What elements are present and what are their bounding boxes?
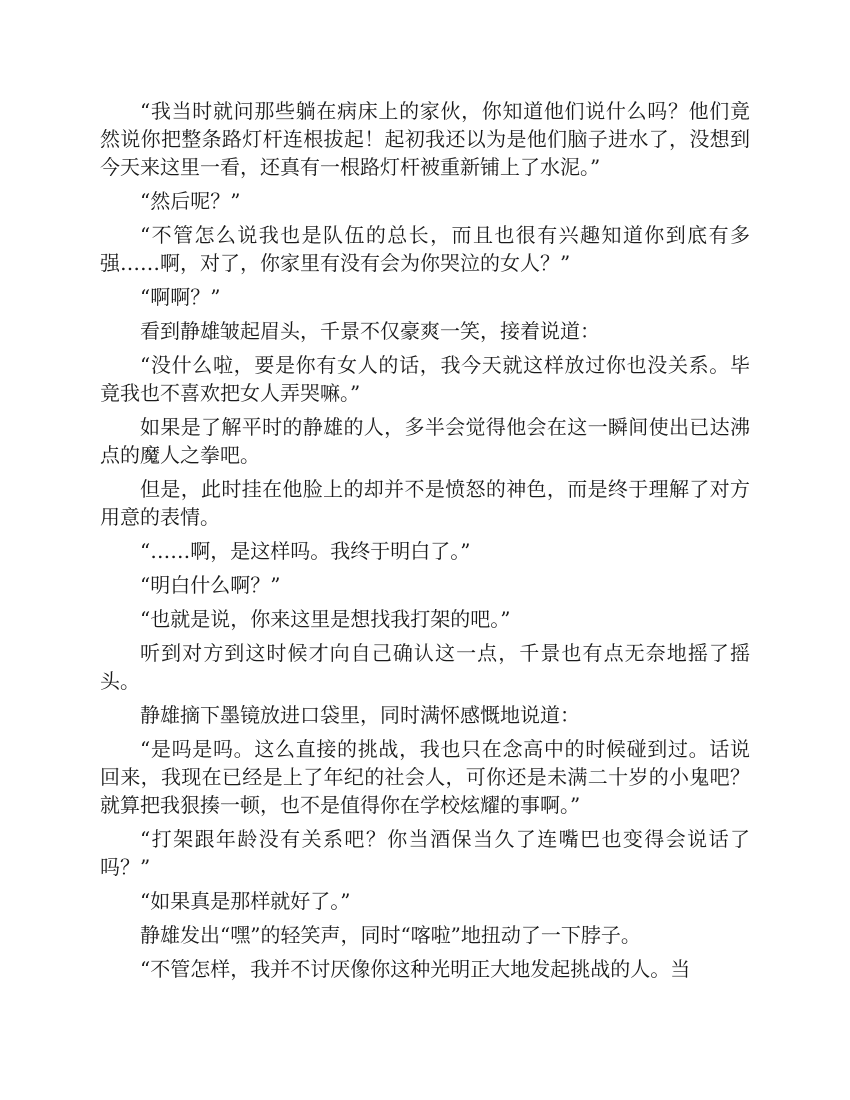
paragraph: “没什么啦，要是你有女人的话，我今天就这样放过你也没关系。毕竟我也不喜欢把女人弄哭嘛。”	[100, 353, 750, 405]
paragraph: “不管怎样，我并不讨厌像你这种光明正大地发起挑战的人。当	[140, 957, 691, 981]
paragraph: 如果是了解平时的静雄的人，多半会觉得他会在这一瞬间使出已达沸点的魔人之拳吧。	[100, 415, 750, 467]
paragraph: 静雄摘下墨镜放进口袋里，同时满怀感慨地说道：	[140, 703, 580, 727]
paragraph: “啊啊？”	[140, 285, 221, 309]
paragraph: “……啊，是这样吗。我终于明白了。”	[140, 539, 471, 563]
paragraph: “是吗是吗。这么直接的挑战，我也只在念高中的时候碰到过。话说回来，我现在已经是上了年纪的社会人，可你还是未满二十岁的小鬼吧？就算把我狠揍一顿，也不是值得你在学校炫耀的事啊。”	[100, 737, 750, 817]
paragraph: “不管怎么说我也是队伍的总长，而且也很有兴趣知道你到底有多强……啊，对了，你家里有没有会为你哭泣的女人？”	[100, 223, 750, 275]
paragraph: 听到对方到这时候才向自己确认这一点，千景也有点无奈地摇了摇头。	[100, 641, 750, 693]
paragraph: “然后呢？”	[140, 189, 241, 213]
paragraph: 看到静雄皱起眉头，千景不仅豪爽一笑，接着说道：	[140, 319, 600, 343]
paragraph: 静雄发出“嘿”的轻笑声，同时“喀啦”地扭动了一下脖子。	[140, 923, 641, 947]
paragraph: “也就是说，你来这里是想找我打架的吧。”	[140, 607, 511, 631]
paragraph: “明白什么啊？”	[140, 573, 281, 597]
paragraph: 但是，此时挂在他脸上的却并不是愤怒的神色，而是终于理解了对方用意的表情。	[100, 477, 750, 529]
paragraph: “打架跟年龄没有关系吧？你当酒保当久了连嘴巴也变得会说话了吗？”	[100, 827, 750, 879]
paragraph: “如果真是那样就好了。”	[140, 889, 351, 913]
paragraph: “我当时就问那些躺在病床上的家伙，你知道他们说什么吗？他们竟然说你把整条路灯杆连根拔起！起初我还以为是他们脑子进水了，没想到今天来这里一看，还真有一根路灯杆被重新铺上了水泥。”	[100, 99, 750, 179]
